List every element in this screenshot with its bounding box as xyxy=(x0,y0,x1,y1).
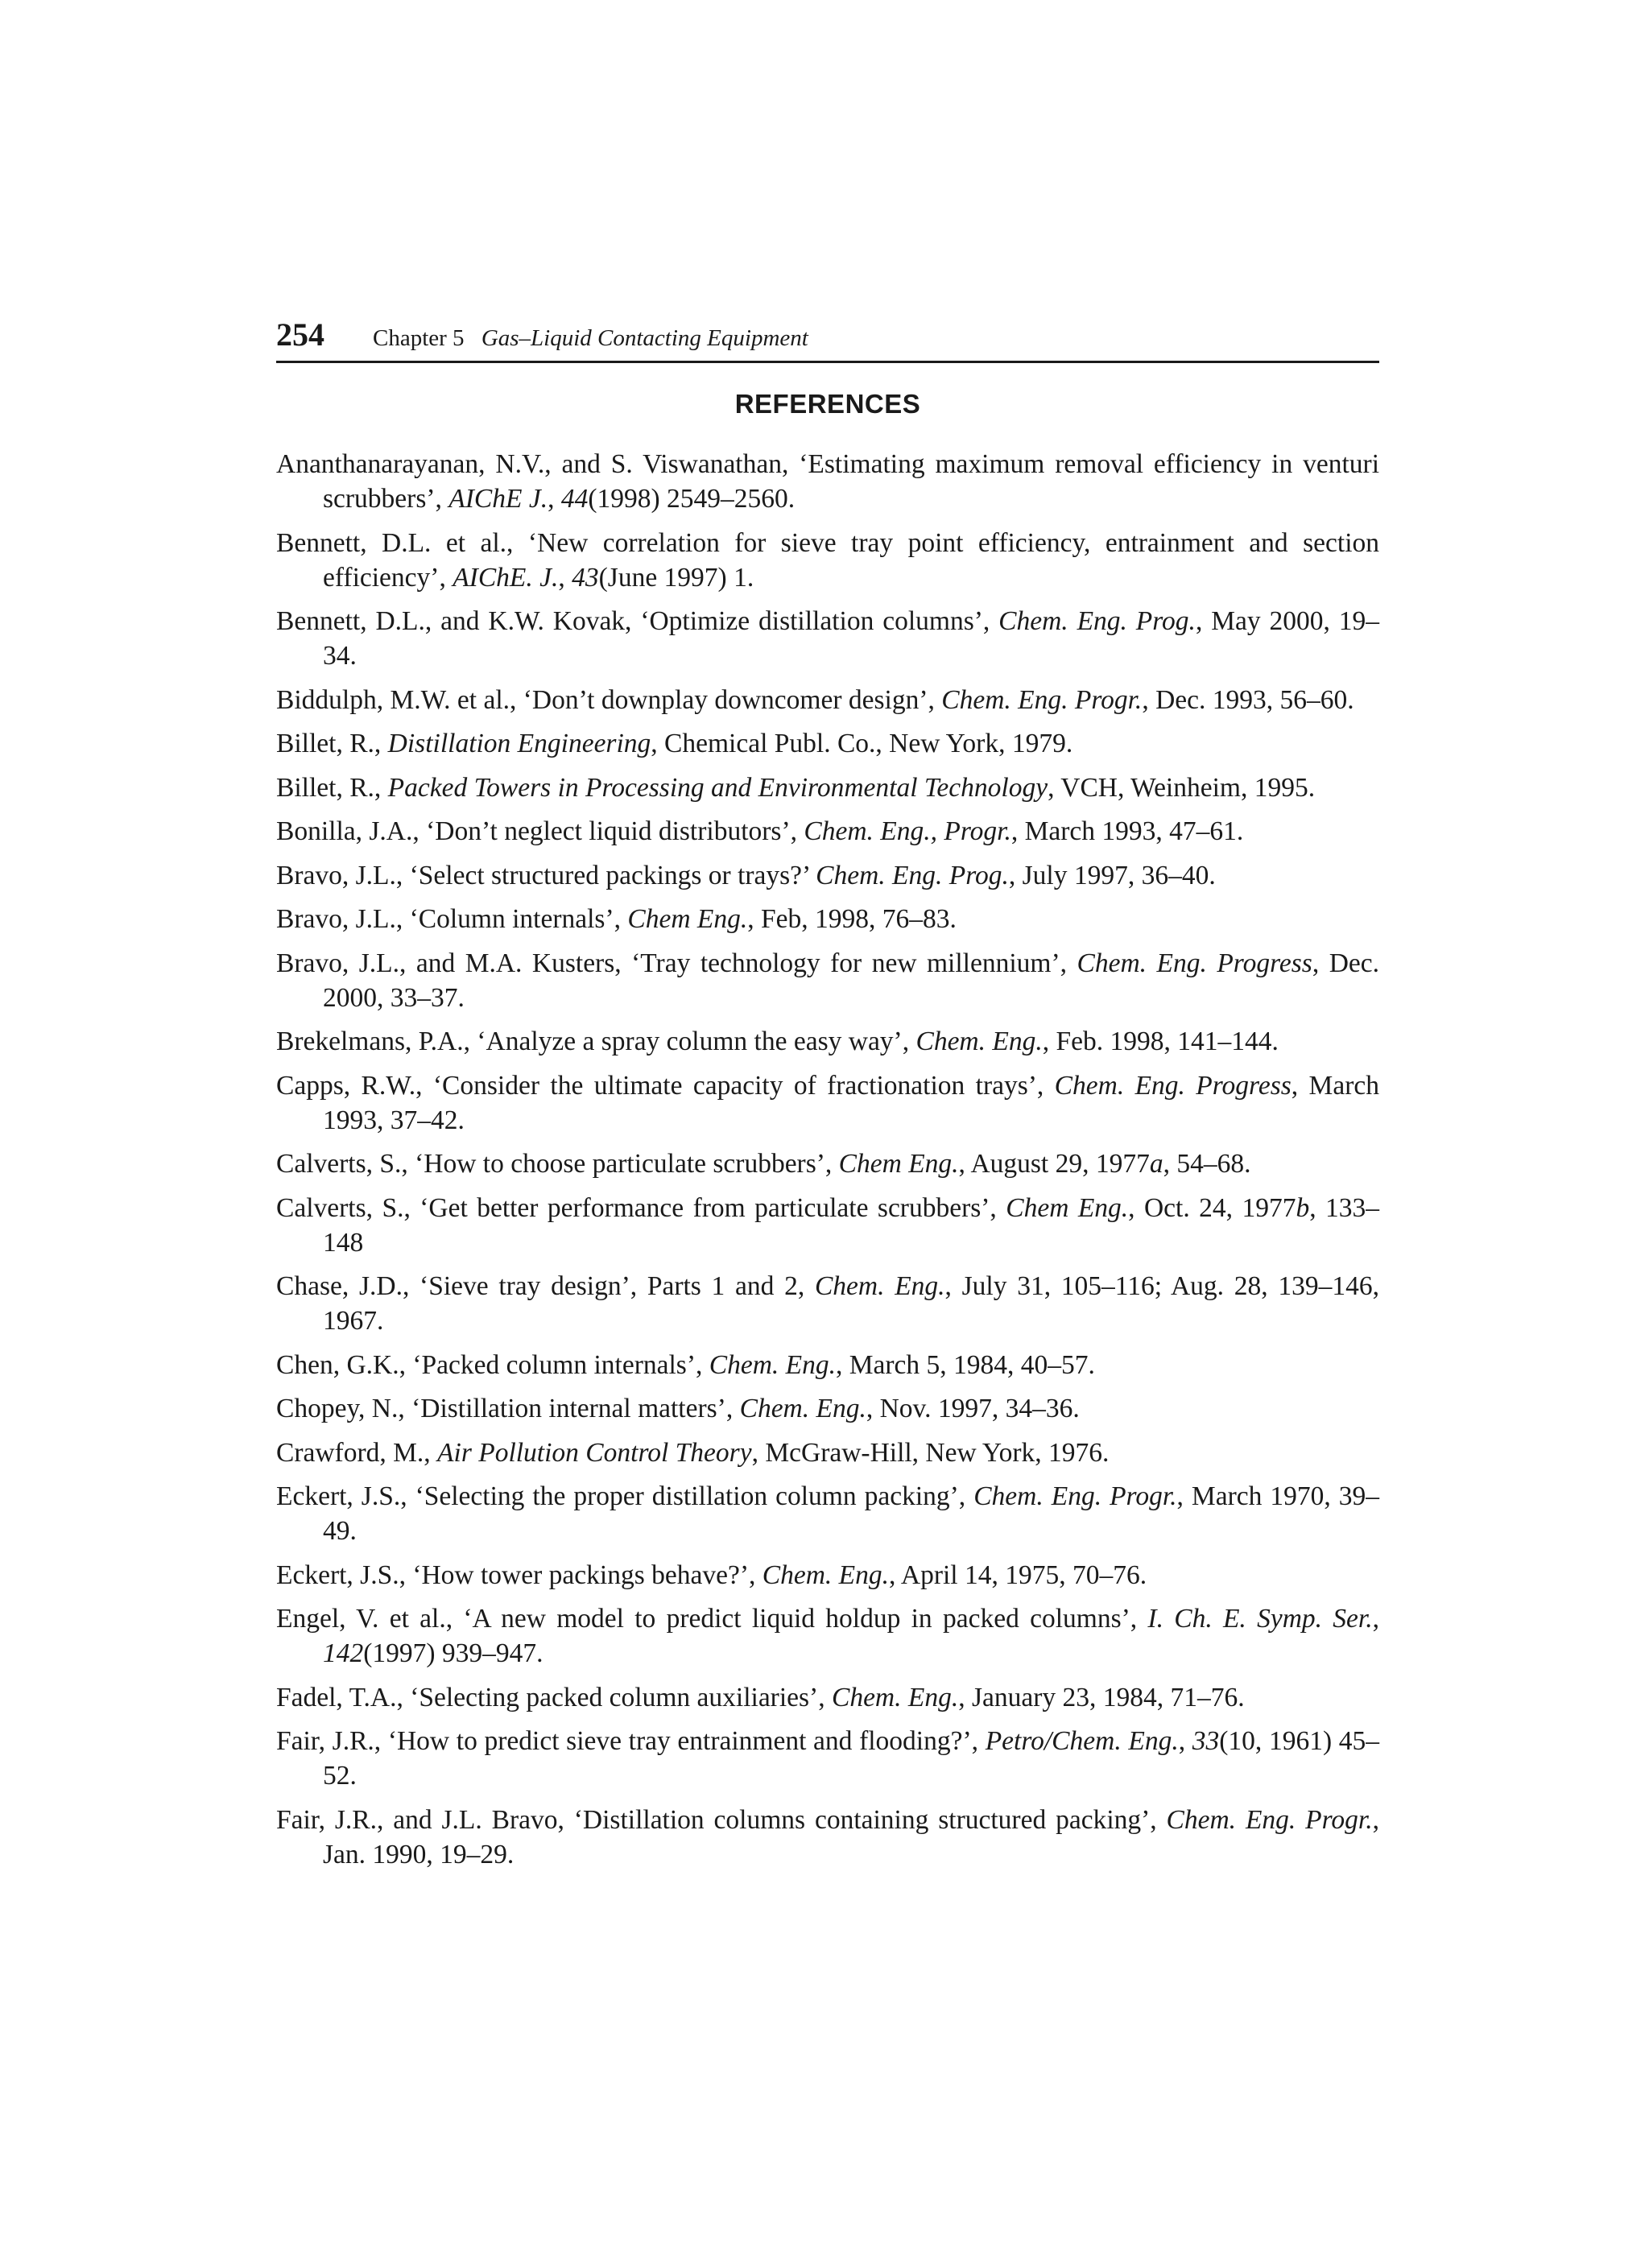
reference-italic-text: Chem. Eng. Prog. xyxy=(816,860,1009,890)
reference-entry xyxy=(276,683,1379,717)
reference-text: Bravo, J.L., ‘Select structured packings or trays?’ xyxy=(276,860,816,890)
reference-text: , xyxy=(1372,1604,1379,1634)
reference-text: Chopey, N., ‘Distillation internal matters’, xyxy=(276,1394,740,1423)
reference-text: Chen, G.K., ‘Packed column internals’, xyxy=(276,1349,709,1380)
reference-italic-text: Distillation Engineering xyxy=(387,729,651,758)
reference-entry xyxy=(276,1479,1379,1548)
reference-text: , Jan. 1990, 19–29. xyxy=(323,1804,1379,1869)
reference-text: , March 1993, 37–42. xyxy=(323,1070,1379,1135)
reference-text: Eckert, J.S., ‘How tower packings behave?’, xyxy=(276,1560,763,1590)
reference-italic-text: Chem Eng. xyxy=(627,904,748,934)
reference-entry xyxy=(276,1191,1379,1260)
reference-italic-text: Chem. Eng. Progr. xyxy=(1166,1804,1373,1835)
reference-text: , Dec. 2000, 33–37. xyxy=(323,948,1379,1013)
reference-text: Brekelmans, P.A., ‘Analyze a spray column the easy way’, xyxy=(276,1027,916,1056)
reference-text: , May 2000, 19–34. xyxy=(323,606,1379,671)
reference-list xyxy=(276,447,1379,1881)
reference-italic-text: Chem Eng. xyxy=(1006,1192,1129,1223)
reference-text: Calverts, S., ‘How to choose particulate scrubbers’, xyxy=(276,1149,839,1179)
reference-entry xyxy=(276,1068,1379,1138)
reference-italic-text: Chem. Eng. xyxy=(831,1682,959,1712)
reference-text: Chase, J.D., ‘Sieve tray design’, Parts 1 and 2, xyxy=(276,1271,815,1301)
reference-text: Biddulph, M.W. et al., ‘Don’t downplay downcomer design’, xyxy=(276,684,942,715)
reference-entry xyxy=(276,1024,1379,1059)
reference-text: , xyxy=(548,484,561,514)
reference-text: , Feb, 1998, 76–83. xyxy=(747,904,957,934)
reference-text: , March 1970, 39–49. xyxy=(323,1481,1380,1546)
reference-italic-text: Chem. Eng. xyxy=(915,1027,1043,1056)
reference-italic-text: Packed Towers in Processing and Environmental Technology xyxy=(387,772,1048,803)
reference-text: Engel, V. et al., ‘A new model to predict liquid holdup in packed columns’, xyxy=(276,1604,1148,1634)
reference-entry xyxy=(276,1436,1379,1470)
reference-italic-text: 33 xyxy=(1192,1726,1220,1756)
reference-entry xyxy=(276,1680,1379,1715)
reference-text: , Dec. 1993, 56–60. xyxy=(1142,684,1354,715)
reference-italic-text: Petro/Chem. Eng. xyxy=(985,1726,1179,1756)
reference-italic-text: Chem. Eng. Prog. xyxy=(998,606,1196,636)
reference-entry xyxy=(276,526,1379,595)
page-number: 254 xyxy=(276,316,324,353)
reference-italic-text: Chem. Eng. xyxy=(762,1560,889,1590)
reference-text: , January 23, 1984, 71–76. xyxy=(958,1682,1245,1712)
reference-text: (1998) 2549–2560. xyxy=(588,484,796,514)
reference-italic-text: Chem. Eng. Progress xyxy=(1054,1070,1292,1101)
chapter-label: Chapter 5 xyxy=(373,325,465,351)
reference-text: Billet, R., xyxy=(276,729,388,758)
reference-entry xyxy=(276,946,1379,1015)
reference-text: Fair, J.R., and J.L. Bravo, ‘Distillation columns containing structured packing’, xyxy=(276,1804,1167,1835)
reference-italic-text: Chem. Eng. xyxy=(709,1349,836,1380)
reference-italic-text: 142 xyxy=(323,1638,364,1668)
reference-italic-text: Chem. Eng. Progress xyxy=(1077,948,1312,978)
reference-text: Fadel, T.A., ‘Selecting packed column auxiliaries’, xyxy=(276,1682,832,1712)
reference-italic-text: AIChE J. xyxy=(448,484,548,514)
reference-text: Crawford, M., xyxy=(276,1437,438,1468)
reference-italic-text: Chem. Eng. Progr. xyxy=(973,1481,1177,1511)
reference-text: Bennett, D.L., and K.W. Kovak, ‘Optimize distillation columns’, xyxy=(276,606,999,636)
reference-text: Bonilla, J.A., ‘Don’t neglect liquid distributors’, xyxy=(276,816,804,846)
reference-text: Bravo, J.L., ‘Column internals’, xyxy=(276,904,628,934)
reference-text: Capps, R.W., ‘Consider the ultimate capacity of fractionation trays’, xyxy=(276,1070,1055,1101)
reference-italic-text: 43 xyxy=(572,562,599,593)
reference-text: , 54–68. xyxy=(1163,1149,1251,1179)
reference-text: , McGraw-Hill, New York, 1976. xyxy=(751,1437,1110,1468)
reference-text: (1997) 939–947. xyxy=(363,1638,543,1668)
reference-text: , April 14, 1975, 70–76. xyxy=(889,1560,1147,1590)
reference-text: (June 1997) 1. xyxy=(598,562,754,593)
chapter-title: Gas–Liquid Contacting Equipment xyxy=(481,325,808,351)
reference-entry xyxy=(276,604,1379,673)
reference-text: (10, 1961) 45–52. xyxy=(323,1726,1380,1791)
reference-italic-text: b xyxy=(1296,1192,1310,1223)
reference-italic-text: Chem Eng. xyxy=(838,1149,959,1179)
reference-text: , March 5, 1984, 40–57. xyxy=(835,1349,1095,1380)
reference-italic-text: Chem. Eng. xyxy=(814,1271,945,1301)
reference-text: Ananthanarayanan, N.V., and S. Viswanathan, ‘Estimating maximum removal efficiency in venturi scrubbers’, xyxy=(276,449,1379,514)
reference-text: , August 29, 1977 xyxy=(958,1149,1150,1179)
reference-text: , July 31, 105–116; Aug. 28, 139–146, 1967. xyxy=(323,1271,1379,1336)
reference-text: , xyxy=(558,562,572,593)
reference-entry xyxy=(276,447,1379,516)
reference-italic-text: Chem. Eng. xyxy=(739,1394,866,1423)
reference-text: , Feb. 1998, 141–144. xyxy=(1042,1027,1279,1056)
running-head xyxy=(373,324,808,352)
reference-text: Fair, J.R., ‘How to predict sieve tray entrainment and flooding?’, xyxy=(276,1726,986,1756)
reference-entry xyxy=(276,1558,1379,1593)
reference-text: , Nov. 1997, 34–36. xyxy=(866,1394,1080,1423)
reference-italic-text: AIChE. J. xyxy=(453,562,559,593)
reference-entry xyxy=(276,902,1379,936)
reference-entry xyxy=(276,1146,1379,1181)
reference-entry xyxy=(276,814,1379,849)
reference-italic-text: Chem. Eng., Progr. xyxy=(804,816,1011,846)
reference-text: , VCH, Weinheim, 1995. xyxy=(1048,772,1316,803)
reference-entry xyxy=(276,726,1379,761)
reference-italic-text: I. Ch. E. Symp. Ser. xyxy=(1147,1604,1373,1634)
reference-entry xyxy=(276,1391,1379,1426)
reference-italic-text: a xyxy=(1149,1149,1163,1179)
reference-text: Bennett, D.L. et al., ‘New correlation for sieve tray point efficiency, entrainment and section efficiency’, xyxy=(276,527,1379,593)
reference-entry xyxy=(276,770,1379,805)
reference-entry xyxy=(276,1269,1379,1338)
reference-entry xyxy=(276,1601,1379,1671)
reference-italic-text: Chem. Eng. Progr. xyxy=(941,684,1143,715)
reference-text: Calverts, S., ‘Get better performance from particulate scrubbers’, xyxy=(276,1192,1006,1223)
section-heading: REFERENCES xyxy=(734,389,921,419)
reference-text: , July 1997, 36–40. xyxy=(1008,860,1216,890)
reference-text: , Chemical Publ. Co., New York, 1979. xyxy=(651,729,1073,758)
reference-text: Billet, R., xyxy=(276,772,388,803)
reference-text: , xyxy=(1178,1726,1192,1756)
reference-entry xyxy=(276,1348,1379,1382)
reference-italic-text: 44 xyxy=(560,484,589,514)
reference-entry xyxy=(276,1803,1379,1872)
reference-text: , March 1993, 47–61. xyxy=(1010,816,1244,846)
reference-text: Eckert, J.S., ‘Selecting the proper distillation column packing’, xyxy=(276,1481,974,1511)
reference-text: Bravo, J.L., and M.A. Kusters, ‘Tray technology for new millennium’, xyxy=(276,948,1077,978)
reference-text: , Oct. 24, 1977 xyxy=(1128,1192,1296,1223)
reference-entry xyxy=(276,858,1379,893)
running-header xyxy=(276,316,1379,363)
reference-italic-text: Air Pollution Control Theory xyxy=(437,1437,752,1468)
reference-entry xyxy=(276,1724,1379,1793)
reference-text: , 133–148 xyxy=(323,1192,1380,1258)
